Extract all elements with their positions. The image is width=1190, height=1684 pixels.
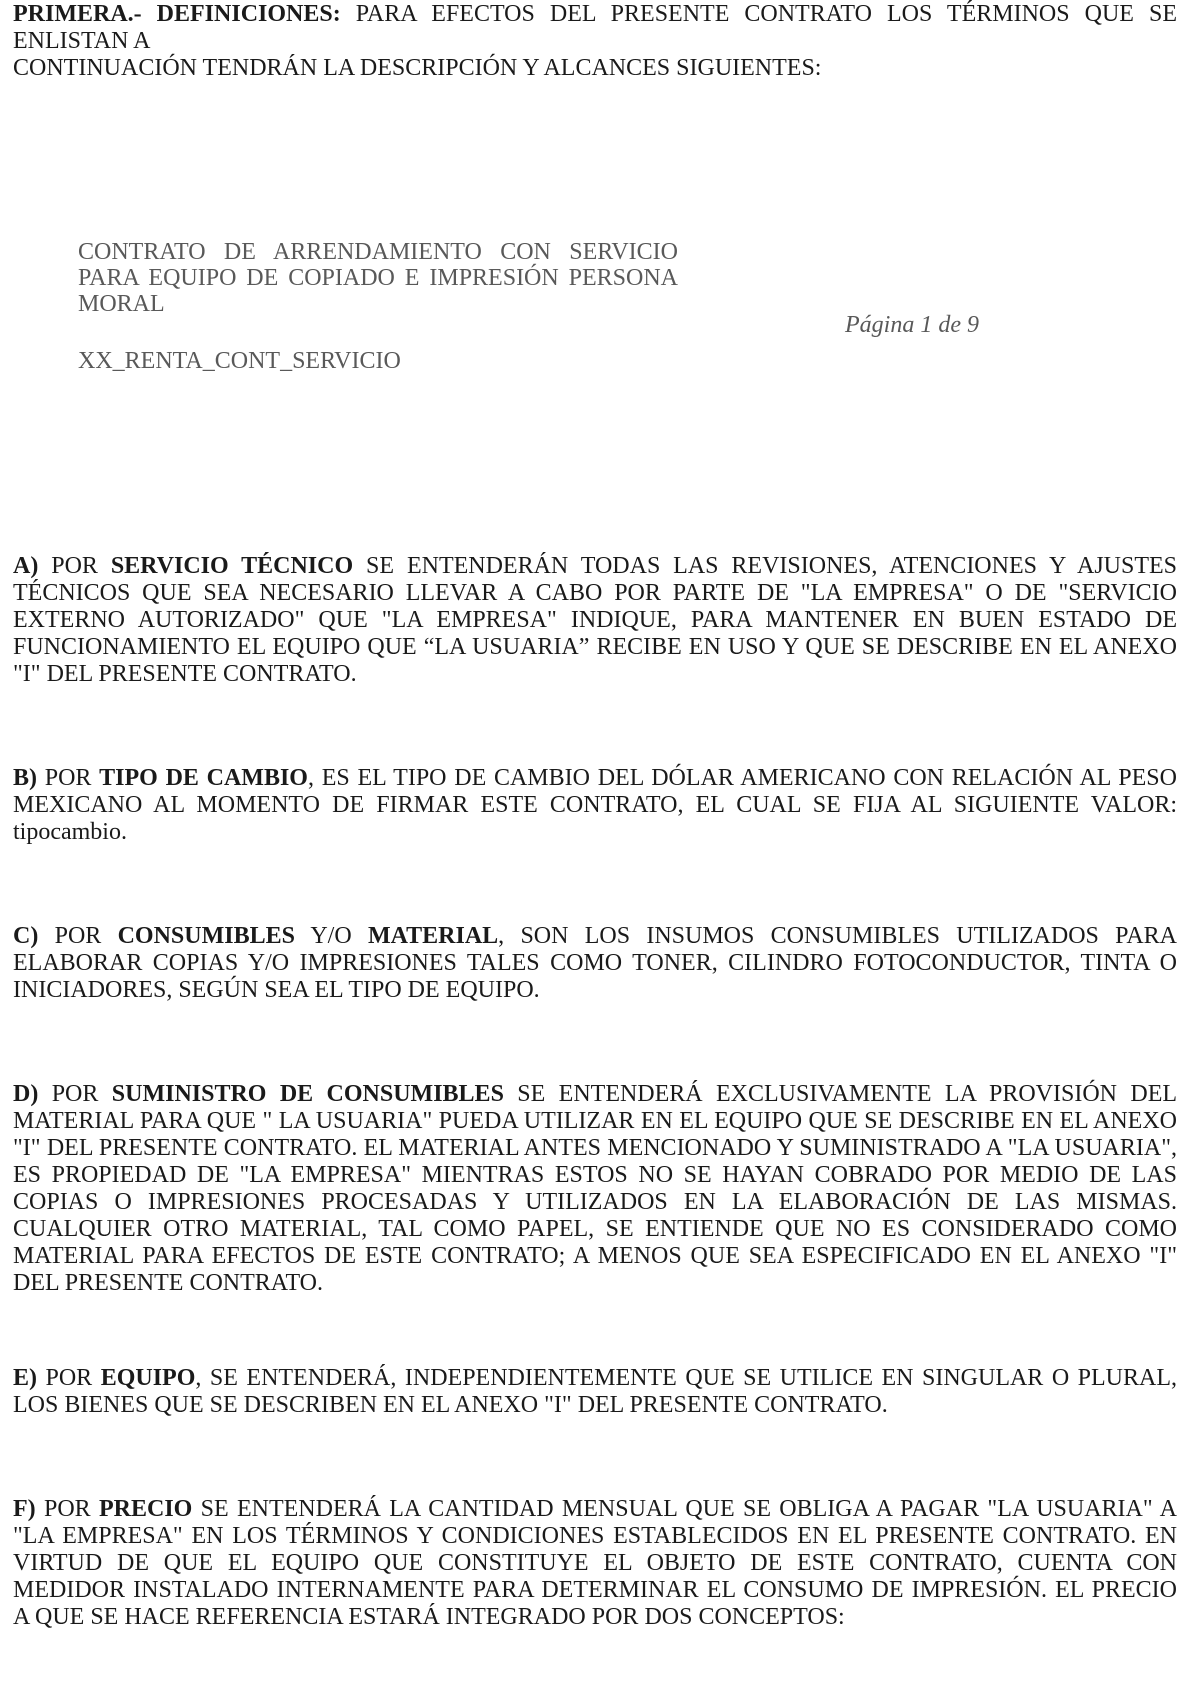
page-number-label: Página 1 de 9: [845, 312, 979, 338]
clause-primera-continuation: CONTINUACIÓN TENDRÁN LA DESCRIPCIÓN Y ALCANCES SIGUIENTES:: [13, 55, 822, 81]
definition-text: Y/O: [294, 923, 368, 949]
definition-paragraph-a: [13, 553, 1177, 688]
definition-term: B): [13, 765, 37, 791]
definition-term: EQUIPO: [100, 1365, 196, 1391]
definition-text: POR: [37, 1365, 101, 1391]
definition-term: E): [13, 1365, 37, 1391]
definitions-list: [13, 553, 1177, 1631]
definition-text: SE ENTENDERÁ EXCLUSIVAMENTE LA PROVISIÓN DEL MATERIAL PARA QUE " LA USUARIA" PUEDA UTILIZAR EN EL EQUIPO QUE SE DESCRIBE EN EL ANEXO "I" DEL PRESENTE CONTRATO. EL MATERIAL ANTES MENCIONADO Y SUMINISTRADO A "LA USUARIA", ES PROPIEDAD DE "LA EMPRESA" MIENTRAS ESTOS NO SE HAYAN COBRADO POR MEDIO DE LAS COPIAS O IMPRESIONES PROCESADAS Y UTILIZADOS EN LA ELABORACIÓN DE LAS MISMAS. CUALQUIER OTRO MATERIAL, TAL COMO PAPEL, SE ENTIENDE QUE NO ES CONSIDERADO COMO MATERIAL PARA EFECTOS DE ESTE CONTRATO; A MENOS QUE SEA ESPECIFICADO EN EL ANEXO "I" DEL PRESENTE CONTRATO.: [13, 1081, 1178, 1296]
document-code: XX_RENTA_CONT_SERVICIO: [78, 348, 401, 374]
definition-term: TIPO DE CAMBIO: [99, 765, 308, 791]
definition-term: SUMINISTRO DE CONSUMIBLES: [111, 1081, 504, 1107]
definition-term: A): [13, 553, 39, 579]
definition-term: MATERIAL: [367, 923, 499, 949]
definition-text: POR: [37, 765, 100, 791]
definition-term: C): [13, 923, 39, 949]
definition-term: PRECIO: [98, 1496, 193, 1522]
definition-text: SE ENTENDERÁN TODAS LAS REVISIONES, ATENCIONES Y AJUSTES TÉCNICOS QUE SEA NECESARIO LLEVAR A CABO POR PARTE DE "LA EMPRESA" O DE "SERVICIO EXTERNO AUTORIZADO" QUE "LA EMPRESA" INDIQUE, PARA MANTENER EN BUEN ESTADO DE FUNCIONAMIENTO EL EQUIPO QUE “LA USUARIA” RECIBE EN USO Y QUE SE DESCRIBE EN EL ANEXO "I" DEL PRESENTE CONTRATO.: [13, 553, 1178, 687]
clause-primera-paragraph: [13, 1, 1177, 82]
definition-text: POR: [38, 923, 118, 949]
definition-term: F): [13, 1496, 36, 1522]
definition-paragraph-c: [13, 923, 1177, 1004]
definition-paragraph-e: [13, 1365, 1177, 1419]
definition-term: SERVICIO TÉCNICO: [110, 553, 354, 579]
document-header-block: [13, 239, 1177, 375]
definition-text: , SON LOS INSUMOS CONSUMIBLES UTILIZADOS PARA ELABORAR COPIAS Y/O IMPRESIONES TALES COMO TONER, CILINDRO FOTOCONDUCTOR, TINTA O INICIADORES, SEGÚN SEA EL TIPO DE EQUIPO.: [13, 923, 1177, 1003]
definition-paragraph-f: [13, 1496, 1177, 1631]
definition-text: SE ENTENDERÁ LA CANTIDAD MENSUAL QUE SE OBLIGA A PAGAR "LA USUARIA" A "LA EMPRESA" EN LOS TÉRMINOS Y CONDICIONES ESTABLECIDOS EN EL PRESENTE CONTRATO. EN VIRTUD DE QUE EL EQUIPO QUE CONSTITUYE EL OBJETO DE ESTE CONTRATO, CUENTA CON MEDIDOR INSTALADO INTERNAMENTE PARA DETERMINAR EL CONSUMO DE IMPRESIÓN. EL PRECIO A QUE SE HACE REFERENCIA ESTARÁ INTEGRADO POR DOS CONCEPTOS:: [13, 1496, 1177, 1630]
clause-primera-lead: PRIMERA.- DEFINICIONES:: [13, 1, 341, 27]
definition-term: D): [13, 1081, 39, 1107]
definition-paragraph-d: [13, 1081, 1177, 1297]
definition-text: POR: [38, 1081, 112, 1107]
definition-text: , ES EL TIPO DE CAMBIO DEL DÓLAR AMERICANO CON RELACIÓN AL PESO MEXICANO AL MOMENTO DE FIRMAR ESTE CONTRATO, EL CUAL SE FIJA AL SIGUIENTE VALOR: tipocambio.: [13, 765, 1177, 845]
definition-term: CONSUMIBLES: [117, 923, 295, 949]
definition-text: POR: [38, 553, 111, 579]
definition-text: POR: [35, 1496, 99, 1522]
document-title: CONTRATO DE ARRENDAMIENTO CON SERVICIO PARA EQUIPO DE COPIADO E IMPRESIÓN PERSONA MORAL: [78, 239, 678, 317]
definition-text: , SE ENTENDERÁ, INDEPENDIENTEMENTE QUE SE UTILICE EN SINGULAR O PLURAL, LOS BIENES QUE SE DESCRIBEN EN EL ANEXO "I" DEL PRESENTE CONTRATO.: [13, 1365, 1177, 1418]
clause-primera-text: PARA EFECTOS DEL PRESENTE CONTRATO LOS TÉRMINOS QUE SE ENLISTAN A: [13, 1, 1177, 54]
definition-paragraph-b: [13, 765, 1177, 846]
